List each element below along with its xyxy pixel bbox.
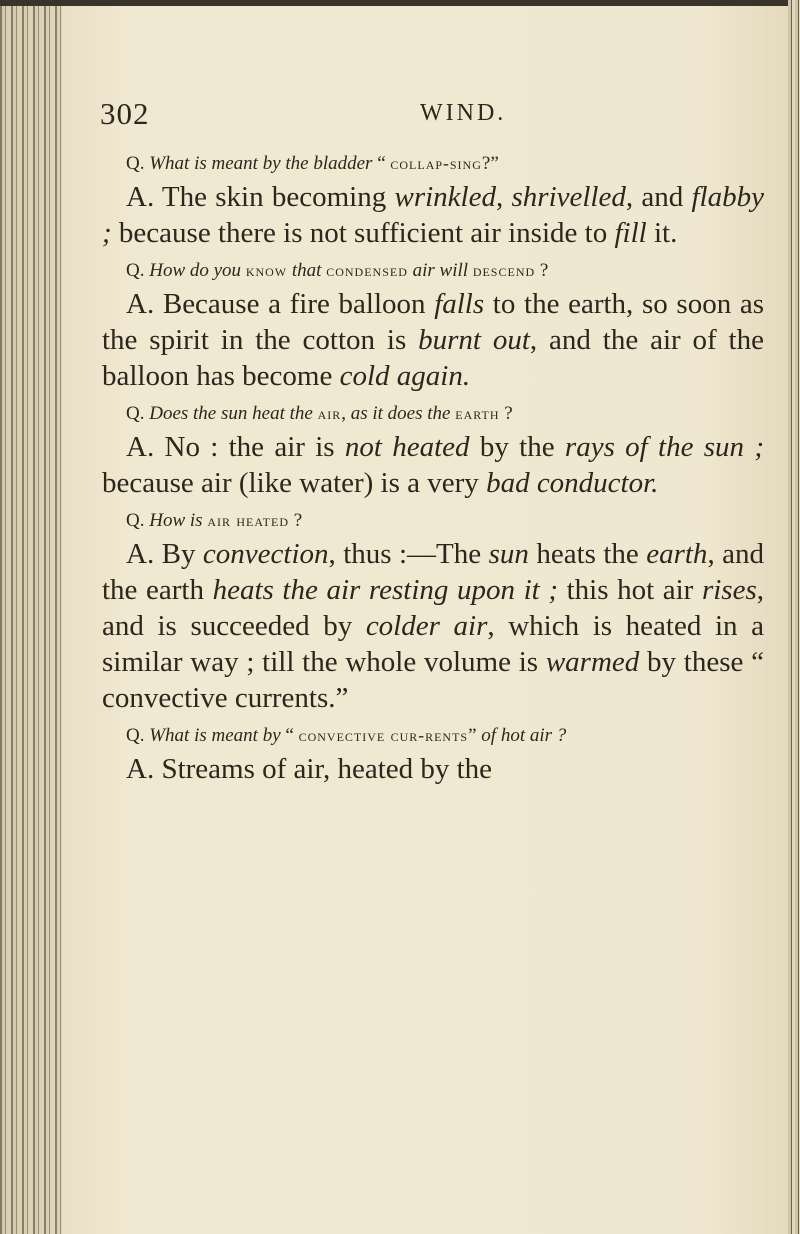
text-run: ?” bbox=[481, 153, 499, 174]
text-run: , and bbox=[625, 181, 692, 213]
page-header bbox=[100, 96, 760, 140]
text-run: ? bbox=[535, 260, 549, 281]
page-number: 302 bbox=[100, 96, 150, 131]
text-run: , and the air of the balloon has become bbox=[102, 324, 764, 392]
text-run: heats the bbox=[528, 538, 647, 570]
text-run: air heated bbox=[207, 510, 290, 530]
text-run: know bbox=[245, 260, 288, 280]
text-run: as it does the bbox=[350, 403, 451, 424]
question-paragraph bbox=[102, 507, 764, 534]
question-paragraph bbox=[102, 150, 764, 177]
text-run: that bbox=[291, 260, 322, 281]
text-run: Does the sun heat the bbox=[149, 403, 313, 424]
text-run: cold again. bbox=[339, 360, 471, 392]
text-run: Q. bbox=[126, 510, 150, 531]
text-run: How is bbox=[149, 510, 203, 531]
text-run: A. By bbox=[126, 538, 203, 570]
question-paragraph bbox=[102, 722, 764, 749]
text-run: Q. bbox=[126, 153, 150, 174]
text-run: What is meant by the bladder bbox=[149, 153, 373, 174]
text-run: by these “ convective currents.” bbox=[102, 646, 764, 714]
text-run: this hot air bbox=[557, 574, 702, 606]
text-run: air bbox=[317, 403, 342, 423]
text-run: burnt out bbox=[418, 324, 530, 356]
answer-paragraph bbox=[102, 286, 764, 394]
answer-paragraph bbox=[102, 536, 764, 716]
text-run: earth bbox=[455, 403, 500, 423]
text-run: Q. bbox=[126, 725, 150, 746]
text-run: convective cur-rents bbox=[298, 725, 469, 745]
text-run: Q. bbox=[126, 260, 150, 281]
answer-paragraph bbox=[102, 179, 764, 251]
body-text bbox=[102, 150, 764, 793]
text-run: “ bbox=[280, 725, 299, 746]
text-run: not heated bbox=[344, 431, 470, 463]
running-head: WIND. bbox=[420, 100, 507, 126]
text-run: rays of the sun ; bbox=[564, 431, 764, 463]
text-run: rises bbox=[701, 574, 757, 606]
text-run: flabby ; bbox=[102, 181, 764, 249]
question-paragraph bbox=[102, 400, 764, 427]
text-run: ? bbox=[499, 403, 513, 424]
text-run: warmed bbox=[545, 646, 640, 678]
text-run: , bbox=[341, 403, 351, 424]
text-run: A. Because a fire balloon bbox=[126, 288, 435, 320]
text-run: it. bbox=[646, 217, 678, 249]
text-run: fill bbox=[614, 217, 647, 249]
text-run: ” bbox=[468, 725, 482, 746]
binding-edge bbox=[0, 0, 62, 1234]
text-run: colder air bbox=[365, 610, 488, 642]
text-run: wrinkled bbox=[394, 181, 496, 213]
text-run: descend bbox=[472, 260, 536, 280]
text-run: heats the air resting upon it ; bbox=[212, 574, 558, 606]
text-run: , thus :—The bbox=[328, 538, 489, 570]
text-run: of hot air ? bbox=[481, 725, 567, 746]
text-run: , and is succeeded by bbox=[102, 574, 764, 642]
answer-paragraph bbox=[102, 429, 764, 501]
page-edges bbox=[788, 0, 800, 1234]
text-run: ? bbox=[289, 510, 303, 531]
text-run: sun bbox=[488, 538, 529, 570]
question-paragraph bbox=[102, 257, 764, 284]
text-run: “ bbox=[372, 153, 391, 174]
text-run: How do you bbox=[149, 260, 242, 281]
text-run: earth bbox=[646, 538, 708, 570]
answer-paragraph bbox=[102, 751, 764, 787]
text-run: , bbox=[495, 181, 512, 213]
text-run: air will bbox=[412, 260, 469, 281]
text-run: Q. bbox=[126, 403, 150, 424]
text-run: because there is not sufficient air inside to bbox=[111, 217, 615, 249]
top-edge bbox=[0, 0, 800, 6]
text-run: What is meant by bbox=[149, 725, 281, 746]
text-run: bad conductor. bbox=[486, 467, 659, 499]
text-run: collap-sing bbox=[390, 153, 482, 173]
text-run: , which is heated in a similar way ; till the whole volume is bbox=[102, 610, 764, 678]
text-run: condensed bbox=[326, 260, 408, 280]
text-run: falls bbox=[434, 288, 485, 320]
text-run: convection bbox=[202, 538, 329, 570]
text-run: to the earth, so soon as the spirit in the cotton is bbox=[102, 288, 764, 356]
text-run: A. Streams of air, heated by the bbox=[126, 753, 493, 785]
text-run: because air (like water) is a very bbox=[102, 467, 487, 499]
text-run: by the bbox=[469, 431, 565, 463]
text-run: A. No : the air is bbox=[126, 431, 345, 463]
text-run: , and the earth bbox=[102, 538, 764, 606]
text-run: shrivelled bbox=[511, 181, 626, 213]
text-run: A. The skin becoming bbox=[126, 181, 395, 213]
